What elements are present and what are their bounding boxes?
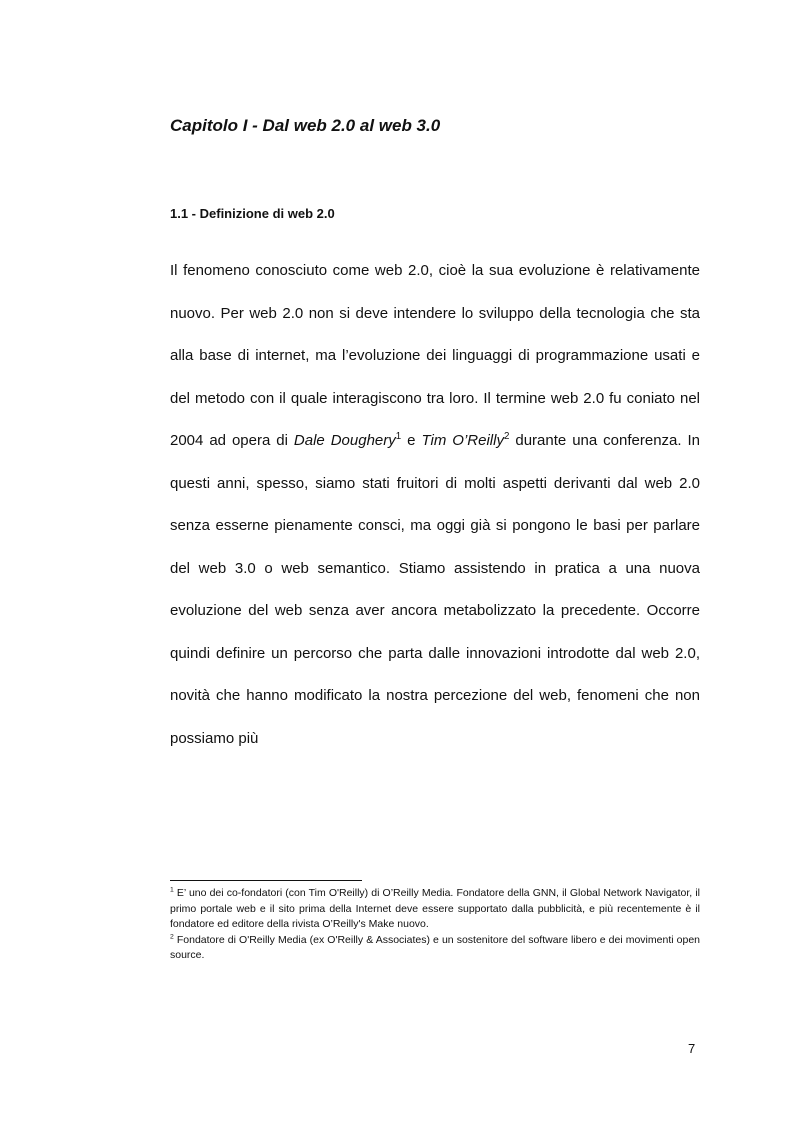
footnote-text-2: Fondatore di O'Reilly Media (ex O'Reilly & Associates) e un sostenitore del software libero e dei movimenti open source.	[170, 933, 700, 961]
footnote-ref-1[interactable]: 1	[395, 431, 402, 442]
footnotes	[170, 886, 700, 964]
body-paragraph	[170, 250, 700, 760]
person-name-tim-oreilly: Tim O’Reilly	[421, 432, 504, 449]
footnote-2	[170, 933, 700, 964]
chapter-title: Capitolo I - Dal web 2.0 al web 3.0	[170, 116, 441, 135]
footnote-marker-2: 2	[170, 933, 174, 940]
footnote-text-1: E’ uno dei co-fondatori (con Tim O'Reilly) di O’Reilly Media. Fondatore della GNN, il Global Network Navigator, il primo portale web e il sito prima della Internet deve essere supportato dalla pubblicità, e più recentemente è il fondatore ed editore della rivista O’Reilly's Make nuovo.	[170, 887, 700, 930]
paragraph-text-part1: Il fenomeno conosciuto come web 2.0, cioè la sua evoluzione è relativamente nuovo. Per web 2.0 non si deve intendere lo sviluppo della tecnologia che sta alla base di internet, ma l’evoluzione dei linguaggi di programmazione usati e del metodo con il quale interagiscono tra loro. Il termine web 2.0 fu coniato nel 2004 ad opera di	[170, 262, 700, 449]
paragraph-text-conjunction: e	[401, 432, 422, 449]
person-name-dale-doughery: Dale Doughery	[293, 432, 396, 449]
footnote-ref-2[interactable]: 2	[503, 431, 510, 442]
footnote-1	[170, 886, 700, 933]
footnote-marker-1: 1	[170, 886, 174, 894]
section-title: 1.1 - Definizione di web 2.0	[170, 206, 335, 221]
paragraph-text-part2: durante una conferenza. In questi anni, spesso, siamo stati fruitori di molti aspetti derivanti dal web 2.0 senza esserne pienamente consci, ma oggi già si pongono le basi per parlare del web 3.0 o web semantico. Stiamo assistendo in pratica a una nuova evoluzione del web senza aver ancora metabolizzato la precedente. Occorre quindi definire un percorso che parta dalle innovazioni introdotte dal web 2.0, novità che hanno modificato la nostra percezione del web, fenomeni che non possiamo più	[170, 432, 701, 747]
page-number: 7	[688, 1041, 696, 1056]
footnote-separator	[170, 880, 362, 881]
